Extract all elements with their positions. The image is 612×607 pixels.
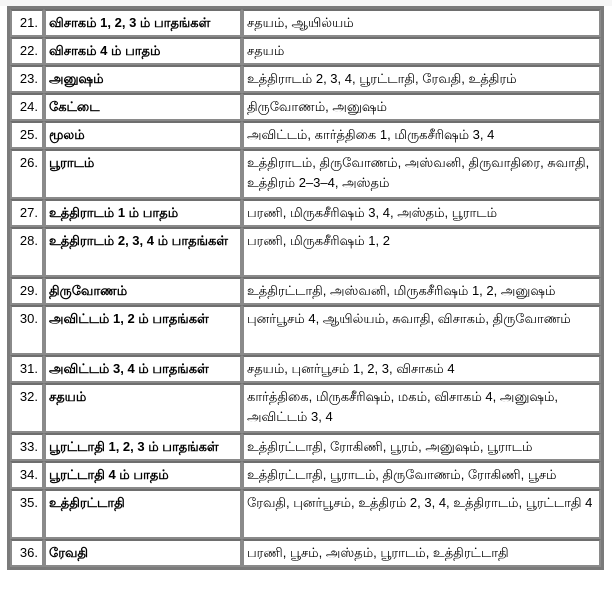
nakshatra-name: திருவோணம் — [44, 277, 242, 305]
row-number: 27. — [10, 199, 44, 227]
table-row — [10, 93, 601, 121]
row-number: 23. — [10, 65, 44, 93]
row-number: 33. — [10, 433, 44, 461]
row-number: 35. — [10, 489, 44, 539]
compatible-list: ரேவதி, புனர்பூசம், உத்திரம் 2, 3, 4, உத்திராடம், பூரட்டாதி 4 — [242, 489, 601, 539]
compatible-list: உத்திரட்டாதி, அஸ்வனி, மிருகசீரிஷம் 1, 2, அனுஷம் — [242, 277, 601, 305]
row-number: 30. — [10, 305, 44, 355]
compatible-list: சதயம், ஆயில்யம் — [242, 9, 601, 37]
table-row — [10, 461, 601, 489]
nakshatra-name: கேட்டை — [44, 93, 242, 121]
nakshatra-name: சதயம் — [44, 383, 242, 433]
row-number: 34. — [10, 461, 44, 489]
table-row — [10, 355, 601, 383]
row-number: 24. — [10, 93, 44, 121]
table-row — [10, 149, 601, 199]
nakshatra-compatibility-table — [7, 6, 604, 570]
nakshatra-name: பூரட்டாதி 1, 2, 3 ம் பாதங்கள் — [44, 433, 242, 461]
compatible-list: பரணி, மிருகசீரிஷம் 3, 4, அஸ்தம், பூராடம் — [242, 199, 601, 227]
row-number: 21. — [10, 9, 44, 37]
compatible-list: சதயம் — [242, 37, 601, 65]
compatible-list: உத்திராடம், திருவோணம், அஸ்வனி, திருவாதிரை, சுவாதி, உத்திரம் 2–3–4, அஸ்தம் — [242, 149, 601, 199]
nakshatra-name: பூரட்டாதி 4 ம் பாதம் — [44, 461, 242, 489]
row-number: 28. — [10, 227, 44, 277]
compatible-list: கார்த்திகை, மிருகசீரிஷம், மகம், விசாகம் 4, அனுஷம், அவிட்டம் 3, 4 — [242, 383, 601, 433]
nakshatra-name: அவிட்டம் 1, 2 ம் பாதங்கள் — [44, 305, 242, 355]
nakshatra-name: உத்திராடம் 1 ம் பாதம் — [44, 199, 242, 227]
nakshatra-name: உத்திராடம் 2, 3, 4 ம் பாதங்கள் — [44, 227, 242, 277]
row-number: 22. — [10, 37, 44, 65]
nakshatra-name: பூராடம் — [44, 149, 242, 199]
row-number: 25. — [10, 121, 44, 149]
row-number: 36. — [10, 539, 44, 567]
nakshatra-name: அவிட்டம் 3, 4 ம் பாதங்கள் — [44, 355, 242, 383]
nakshatra-name: உத்திரட்டாதி — [44, 489, 242, 539]
compatible-list: அவிட்டம், கார்த்திகை 1, மிருகசீரிஷம் 3, 4 — [242, 121, 601, 149]
compatible-list: பரணி, பூசம், அஸ்தம், பூராடம், உத்திரட்டாதி — [242, 539, 601, 567]
table-row — [10, 37, 601, 65]
nakshatra-name: ரேவதி — [44, 539, 242, 567]
row-number: 31. — [10, 355, 44, 383]
compatible-list: புனர்பூசம் 4, ஆயில்யம், சுவாதி, விசாகம், திருவோணம் — [242, 305, 601, 355]
table-row — [10, 65, 601, 93]
compatible-list: சதயம், புனர்பூசம் 1, 2, 3, விசாகம் 4 — [242, 355, 601, 383]
row-number: 32. — [10, 383, 44, 433]
table-row — [10, 539, 601, 567]
compatible-list: பரணி, மிருகசீரிஷம் 1, 2 — [242, 227, 601, 277]
compatible-list: உத்திரட்டாதி, ரோகிணி, பூரம், அனுஷம், பூராடம் — [242, 433, 601, 461]
table-row — [10, 227, 601, 277]
nakshatra-name: விசாகம் 4 ம் பாதம் — [44, 37, 242, 65]
nakshatra-name: அனுஷம் — [44, 65, 242, 93]
table-row — [10, 9, 601, 37]
table-row — [10, 277, 601, 305]
table-row — [10, 199, 601, 227]
row-number: 26. — [10, 149, 44, 199]
table-row — [10, 305, 601, 355]
compatible-list: உத்திராடம் 2, 3, 4, பூரட்டாதி, ரேவதி, உத்திரம் — [242, 65, 601, 93]
compatible-list: உத்திரட்டாதி, பூராடம், திருவோணம், ரோகிணி, பூசம் — [242, 461, 601, 489]
table-row — [10, 383, 601, 433]
table-row — [10, 433, 601, 461]
nakshatra-name: மூலம் — [44, 121, 242, 149]
nakshatra-name: விசாகம் 1, 2, 3 ம் பாதங்கள் — [44, 9, 242, 37]
table-row — [10, 121, 601, 149]
compatible-list: திருவோணம், அனுஷம் — [242, 93, 601, 121]
table-row — [10, 489, 601, 539]
row-number: 29. — [10, 277, 44, 305]
